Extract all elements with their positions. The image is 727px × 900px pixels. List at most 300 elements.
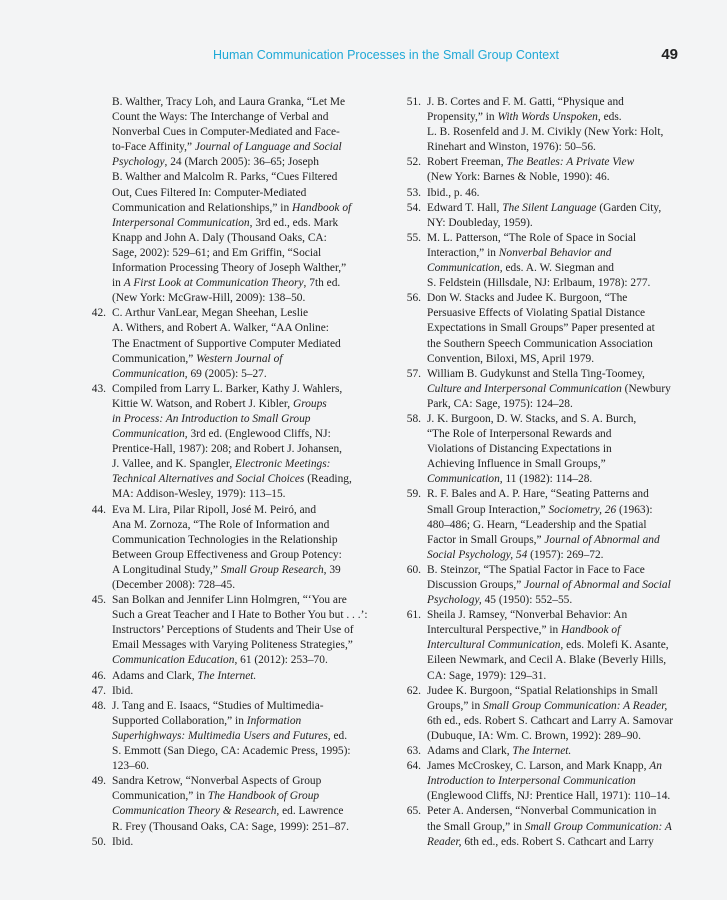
endnote-number: 55.: [406, 231, 421, 244]
endnote-number: 62.: [406, 684, 421, 697]
italic-title: Interpersonal Communication: [112, 216, 250, 229]
endnote-line: [427, 744, 683, 759]
endnote-text: [427, 291, 683, 366]
endnote-line: [427, 306, 683, 321]
endnote-line: [112, 186, 382, 201]
endnote-line: [427, 201, 683, 216]
italic-title: Communication: [112, 367, 185, 380]
endnote-line: [427, 804, 683, 819]
italic-title: Handbook of: [292, 201, 352, 214]
text-run: eds. A. W. Siegman and: [502, 262, 614, 275]
endnote-line: [427, 563, 683, 578]
endnote-line: [427, 110, 683, 125]
endnote-number: 54.: [406, 201, 421, 214]
text-run: J. K. Burgoon, D. W. Stacks, and S. A. Burch,: [427, 412, 637, 425]
endnote-number: 64.: [406, 760, 421, 773]
text-run: (Newbury: [621, 382, 671, 395]
endnote: [82, 503, 382, 594]
endnote-line: [427, 397, 683, 412]
endnote: [397, 684, 683, 744]
text-run: Count the Ways: The Interchange of Verbal and: [112, 111, 329, 124]
endnote-line: [427, 216, 683, 231]
italic-title: Communication,: [112, 428, 188, 441]
endnote-line: [427, 789, 683, 804]
endnote-line: [427, 170, 683, 185]
text-run: Groups,” in: [427, 699, 483, 712]
text-run: Factor in Small Groups,”: [427, 533, 545, 546]
text-run: Adams and Clark,: [112, 669, 198, 682]
text-run: , 69 (2005): 5–27.: [184, 367, 267, 380]
text-run: in: [112, 277, 124, 290]
text-run: Communication,” in: [112, 790, 208, 803]
endnote-line: [112, 442, 382, 457]
endnote-text: [112, 503, 382, 594]
endnote: [397, 412, 683, 487]
italic-title: in Process: An Introduction to Small Group: [112, 412, 311, 425]
endnote-line: [427, 140, 683, 155]
text-run: Propensity,” in: [427, 111, 498, 124]
text-run: ed.: [330, 729, 348, 742]
endnote-number: 42.: [91, 307, 106, 320]
endnote-line: [427, 276, 683, 291]
endnote: [397, 367, 683, 412]
endnote-line: [427, 412, 683, 427]
text-run: Eva M. Lira, Pilar Ripoll, José M. Peiró, and: [112, 503, 317, 516]
text-run: (New York: Barnes & Noble, 1990): 46.: [427, 171, 610, 184]
endnote: [82, 593, 382, 668]
endnote-number: 49.: [91, 775, 106, 788]
endnote-line: [427, 367, 683, 382]
endnote-line: [427, 472, 683, 487]
endnote-line: [427, 337, 683, 352]
endnote-text: [427, 367, 683, 412]
italic-title: The Beatles: A Private View: [506, 156, 635, 169]
endnote-text: [112, 699, 382, 774]
endnote-text: [427, 563, 683, 608]
text-run: (Garden City,: [596, 201, 662, 214]
italic-title: A First Look at Communication Theory: [123, 277, 304, 290]
italic-title: Psychology: [112, 156, 165, 169]
text-run: Communication,”: [112, 352, 197, 365]
italic-title: The Internet.: [512, 745, 572, 758]
endnote-line: [112, 472, 382, 487]
endnote-line: [427, 427, 683, 442]
endnote-line: [427, 699, 683, 714]
endnote-number: 45.: [91, 594, 106, 607]
text-run: C. Arthur VanLear, Megan Sheehan, Leslie: [112, 307, 309, 320]
endnote-line: [112, 518, 382, 533]
endnote-line: [112, 835, 382, 850]
italic-title: Western Journal of: [196, 352, 283, 365]
endnote: [82, 669, 382, 684]
endnote-text: [427, 684, 683, 744]
italic-title: Technical Alternatives and Social Choices: [112, 473, 305, 486]
endnote: [397, 608, 683, 683]
endnote: [82, 774, 382, 834]
endnote-number: 60.: [406, 563, 421, 576]
endnote-line: [112, 246, 382, 261]
endnote-line: [427, 714, 683, 729]
endnote-line: [112, 337, 382, 352]
italic-title: Electronic Meetings:: [235, 458, 331, 471]
endnote: [82, 684, 382, 699]
endnote-line: [427, 95, 683, 110]
endnote-line: [427, 382, 683, 397]
text-run: to-Face Affinity,”: [112, 141, 195, 154]
endnote-line: [112, 261, 382, 276]
endnote-line: [427, 352, 683, 367]
text-run: Such a Great Teacher and I Hate to Bother You but . . .’:: [112, 609, 368, 622]
italic-title: Small Group Research: [220, 563, 324, 576]
endnote-text: [112, 684, 382, 699]
italic-title: Communication Education: [112, 654, 235, 667]
text-run: eds. Molefi K. Asante,: [563, 639, 669, 652]
endnote-line: [112, 578, 382, 593]
text-run: Prentice-Hall, 1987): 208; and Robert J. Johansen,: [112, 443, 342, 456]
text-run: San Bolkan and Jennifer Linn Holmgren, “‘You are: [112, 594, 347, 607]
text-run: , 7th ed.: [303, 277, 341, 290]
text-run: Edward T. Hall,: [427, 201, 503, 214]
text-run: 3rd ed. (Englewood Cliffs, NJ:: [187, 428, 331, 441]
text-run: Nonverbal Cues in Computer-Mediated and Face-: [112, 126, 340, 139]
text-run: (December 2008): 728–45.: [112, 579, 236, 591]
endnote: [397, 804, 683, 849]
endnote-line: [427, 608, 683, 623]
endnote-line: [112, 684, 382, 699]
endnote-line: [112, 110, 382, 125]
text-run: S. Feldstein (Hillsdale, NJ: Erlbaum, 1978): 277.: [427, 277, 651, 290]
italic-title: The Internet.: [197, 669, 257, 682]
text-run: 480–486; G. Hearn, “Leadership and the Spatial: [427, 518, 647, 531]
endnote-line: [427, 231, 683, 246]
endnote-line: [112, 669, 382, 684]
page-number: 49: [661, 46, 678, 63]
endnote-text: [427, 804, 683, 849]
text-run: Expectations in Small Groups” Paper presented at: [427, 322, 655, 335]
endnote-line: [112, 563, 382, 578]
italic-title: Handbook of: [561, 624, 621, 637]
text-run: the Small Group,” in: [427, 820, 525, 833]
endnote-number: 51.: [406, 96, 421, 108]
text-run: NY: Doubleday, 1959).: [427, 216, 533, 229]
endnote-line: [427, 669, 683, 684]
text-run: Between Group Effectiveness and Group Potency:: [112, 548, 342, 561]
text-run: Supported Collaboration,” in: [112, 714, 247, 727]
endnote-line: [112, 382, 382, 397]
endnote-line: [112, 820, 382, 835]
endnote: [82, 699, 382, 774]
text-run: Judee K. Burgoon, “Spatial Relationships in Small: [427, 684, 658, 697]
endnote-number: 43.: [91, 382, 106, 395]
text-run: Park, CA: Sage, 1975): 124–28.: [427, 397, 573, 410]
endnote-number: 53.: [406, 186, 421, 199]
endnote: [82, 306, 382, 381]
endnote-line: [427, 321, 683, 336]
text-run: R. F. Bales and A. P. Hare, “Seating Patterns and: [427, 488, 649, 501]
endnote-line: [112, 412, 382, 427]
text-run: A. Withers, and Robert A. Walker, “AA Online:: [112, 322, 329, 335]
endnote-text: [112, 95, 382, 306]
endnote-line: [112, 216, 382, 231]
endnote-line: [427, 487, 683, 502]
text-run: Knapp and John A. Daly (Thousand Oaks, CA:: [112, 231, 327, 244]
endnote-text: [427, 759, 683, 804]
endnote-text: [427, 231, 683, 291]
endnote-line: [427, 638, 683, 653]
endnote-line: [112, 638, 382, 653]
text-run: , 39: [323, 563, 341, 576]
text-run: (New York: McGraw-Hill, 2009): 138–50.: [112, 292, 306, 305]
endnote-number: 63.: [406, 745, 421, 758]
running-header: [0, 46, 727, 66]
text-run: M. L. Patterson, “The Role of Space in Social: [427, 231, 637, 244]
endnote-text: [427, 186, 683, 201]
text-run: CA: Sage, 1979): 129–31.: [427, 669, 547, 682]
text-run: (1963):: [616, 503, 653, 516]
italic-title: Journal of Abnormal and: [544, 533, 660, 546]
endnote: [397, 231, 683, 291]
endnote-line: [112, 789, 382, 804]
endnote-line: [427, 503, 683, 518]
endnote-text: [112, 306, 382, 381]
endnote-line: [427, 533, 683, 548]
text-run: James McCroskey, C. Larson, and Mark Knapp,: [427, 760, 650, 773]
text-run: Small Group Interaction,”: [427, 503, 549, 516]
endnote-line: [112, 140, 382, 155]
italic-title: Small Group Communication: A: [524, 820, 672, 833]
italic-title: Groups: [292, 397, 327, 410]
endnote-line: [112, 548, 382, 563]
text-run: Eileen Newmark, and Cecil A. Blake (Beverly Hills,: [427, 654, 667, 667]
endnote: [397, 759, 683, 804]
italic-title: Reader,: [427, 835, 462, 848]
text-run: Sheila J. Ramsey, “Nonverbal Behavior: An: [427, 609, 628, 622]
italic-title: Communication,: [427, 473, 503, 486]
endnote-line: [112, 533, 382, 548]
text-run: Ana M. Zornoza, “The Role of Information and: [112, 518, 330, 531]
italic-title: Culture and Interpersonal Communication: [427, 382, 622, 395]
text-run: (Reading,: [304, 473, 352, 486]
endnote-line: [427, 442, 683, 457]
endnote-line: [112, 367, 382, 382]
endnote-line: [427, 684, 683, 699]
text-run: “The Role of Interpersonal Rewards and: [427, 428, 612, 441]
endnote-text: [112, 382, 382, 503]
notes-column-left: [82, 95, 382, 850]
italic-title: Nonverbal Behavior and: [498, 246, 612, 259]
italic-title: Social Psychology, 54: [427, 548, 528, 561]
text-run: Ibid.: [112, 835, 134, 848]
endnote-line: [112, 714, 382, 729]
endnote-number: 58.: [406, 412, 421, 425]
text-run: Ibid., p. 46.: [427, 186, 480, 199]
italic-title: Journal of Language and Social: [194, 141, 342, 154]
endnote-number: 47.: [91, 684, 106, 697]
endnote: [397, 186, 683, 201]
endnote-number: 44.: [91, 503, 106, 516]
italic-title: Sociometry, 26: [548, 503, 617, 516]
endnote-line: [112, 427, 382, 442]
text-run: (Dubuque, IA: Wm. C. Brown, 1992): 289–90.: [427, 729, 641, 742]
text-run: B. Walther and Malcolm R. Parks, “Cues Filtered: [112, 171, 338, 184]
endnote-text: [427, 412, 683, 487]
endnote-line: [112, 804, 382, 819]
text-run: (Englewood Cliffs, NJ: Prentice Hall, 1971): 110–14.: [427, 790, 671, 803]
endnote: [397, 95, 683, 155]
italic-title: Communication Theory & Research,: [112, 805, 280, 818]
text-run: Communication Technologies in the Relationship: [112, 533, 338, 546]
text-run: 11 (1982): 114–28.: [502, 473, 593, 486]
endnote-line: [112, 125, 382, 140]
text-run: J. Tang and E. Isaacs, “Studies of Multimedia-: [112, 699, 324, 712]
text-run: Don W. Stacks and Judee K. Burgoon, “The: [427, 292, 628, 305]
text-run: , 24 (March 2005): 36–65; Joseph: [164, 156, 319, 169]
text-run: Sage, 2002): 529–61; and Em Griffin, “Social: [112, 246, 322, 259]
text-run: 6th ed., eds. Robert S. Cathcart and Larry A. Samovar: [427, 714, 674, 727]
endnote-text: [112, 669, 382, 684]
italic-title: An: [649, 760, 662, 773]
endnote-line: [112, 231, 382, 246]
endnote-text: [427, 608, 683, 683]
endnote-line: [427, 653, 683, 668]
endnote-line: [112, 759, 382, 774]
endnote-number: 57.: [406, 367, 421, 380]
text-run: Compiled from Larry L. Barker, Kathy J. Wahlers,: [112, 382, 343, 395]
text-run: Persuasive Effects of Violating Spatial Distance: [427, 307, 646, 320]
endnote-line: [112, 155, 382, 170]
italic-title: Journal of Abnormal and Social: [524, 579, 671, 591]
text-run: Achieving Influence in Small Groups,”: [427, 458, 606, 471]
text-run: MA: Addison-Wesley, 1979): 113–15.: [112, 488, 286, 501]
text-run: J. B. Cortes and F. M. Gatti, “Physique and: [427, 96, 624, 108]
text-run: Out, Cues Filtered In: Computer-Mediated: [112, 186, 307, 199]
endnote-line: [427, 835, 683, 850]
endnote-line: [427, 623, 683, 638]
italic-title: Small Group Communication: A Reader,: [483, 699, 668, 712]
endnote-text: [112, 774, 382, 834]
endnote-number: 52.: [406, 156, 421, 169]
italic-title: Introduction to Interpersonal Communication: [427, 775, 636, 788]
endnote: [397, 155, 683, 185]
notes-column-right: [397, 95, 683, 850]
endnote-line: [112, 397, 382, 412]
endnote-line: [112, 608, 382, 623]
endnote-line: [427, 578, 683, 593]
endnote-line: [112, 487, 382, 502]
italic-title: The Silent Language: [502, 201, 597, 214]
endnote-line: [112, 306, 382, 321]
endnote-line: [427, 548, 683, 563]
endnote: [397, 291, 683, 366]
endnote-line: [112, 744, 382, 759]
italic-title: Superhighways: Multimedia Users and Futures,: [112, 729, 331, 742]
endnote: [397, 744, 683, 759]
text-run: Robert Freeman,: [427, 156, 507, 169]
text-run: Information Processing Theory of Joseph Walther,”: [112, 262, 347, 275]
text-run: Adams and Clark,: [427, 745, 513, 758]
endnote: [397, 201, 683, 231]
endnote-line: [427, 518, 683, 533]
endnote-line: [427, 155, 683, 170]
endnote-text: [427, 95, 683, 155]
running-title: Human Communication Processes in the Small Group Context: [213, 48, 559, 62]
text-run: A Longitudinal Study,”: [112, 563, 221, 576]
text-run: Violations of Distancing Expectations in: [427, 443, 612, 456]
text-run: Kittie W. Watson, and Robert J. Kibler,: [112, 397, 293, 410]
text-run: B. Walther, Tracy Loh, and Laura Granka, “Let Me: [112, 96, 346, 108]
endnote-line: [112, 457, 382, 472]
endnote: [397, 487, 683, 562]
endnote-line: [427, 291, 683, 306]
text-run: Intercultural Perspective,” in: [427, 624, 562, 637]
text-run: Convention, Biloxi, MS, April 1979.: [427, 352, 595, 365]
text-run: B. Steinzor, “The Spatial Factor in Face to Face: [427, 563, 645, 576]
endnote-line: [112, 623, 382, 638]
endnote-text: [112, 593, 382, 668]
italic-title: The Handbook of Group: [207, 790, 320, 803]
endnote-line: [112, 276, 382, 291]
endnote-line: [112, 321, 382, 336]
text-run: Communication and Relationships,” in: [112, 201, 293, 214]
italic-title: Psychology,: [427, 594, 482, 607]
endnote-line: [112, 291, 382, 306]
endnote-line: [112, 503, 382, 518]
text-run: , 3rd ed., eds. Mark: [249, 216, 339, 229]
text-run: Ibid.: [112, 684, 134, 697]
text-run: Peter A. Andersen, “Nonverbal Communication in: [427, 805, 657, 818]
text-run: (1957): 269–72.: [527, 548, 604, 561]
endnote-line: [112, 774, 382, 789]
endnote-line: [427, 186, 683, 201]
endnote-line: [112, 593, 382, 608]
endnote-number: 50.: [91, 835, 106, 848]
italic-title: Information: [246, 714, 302, 727]
text-run: 6th ed., eds. Robert S. Cathcart and Larry: [461, 835, 654, 848]
text-run: Interaction,” in: [427, 246, 499, 259]
text-run: Rinehart and Winston, 1976): 50–56.: [427, 141, 596, 154]
endnote-number: 48.: [91, 699, 106, 712]
endnote-line: [112, 699, 382, 714]
endnote: [82, 95, 382, 306]
endnote-number: 65.: [406, 805, 421, 818]
text-run: Discussion Groups,”: [427, 579, 525, 591]
endnote-line: [427, 457, 683, 472]
endnote-text: [427, 744, 683, 759]
endnote-number: 61.: [406, 609, 421, 622]
endnote-line: [427, 729, 683, 744]
endnote-text: [112, 835, 382, 850]
endnote: [397, 563, 683, 608]
text-run: the Southern Speech Communication Association: [427, 337, 653, 350]
endnote-text: [427, 487, 683, 562]
text-run: L. B. Rosenfeld and J. M. Civikly (New York: Holt,: [427, 126, 664, 139]
endnote-line: [112, 729, 382, 744]
text-run: , 61 (2012): 253–70.: [234, 654, 328, 667]
text-run: The Enactment of Supportive Computer Mediated: [112, 337, 341, 350]
endnote-line: [112, 170, 382, 185]
text-run: William B. Gudykunst and Stella Ting-Toomey,: [427, 367, 645, 380]
endnote-line: [112, 653, 382, 668]
endnote-line: [427, 774, 683, 789]
endnote-text: [427, 201, 683, 231]
endnote-number: 56.: [406, 292, 421, 305]
italic-title: Intercultural Communication,: [427, 639, 564, 652]
endnote-number: 46.: [91, 669, 106, 682]
text-run: 123–60.: [112, 760, 150, 773]
endnote-line: [427, 593, 683, 608]
endnote-line: [112, 352, 382, 367]
text-run: 45 (1950): 552–55.: [481, 594, 573, 607]
